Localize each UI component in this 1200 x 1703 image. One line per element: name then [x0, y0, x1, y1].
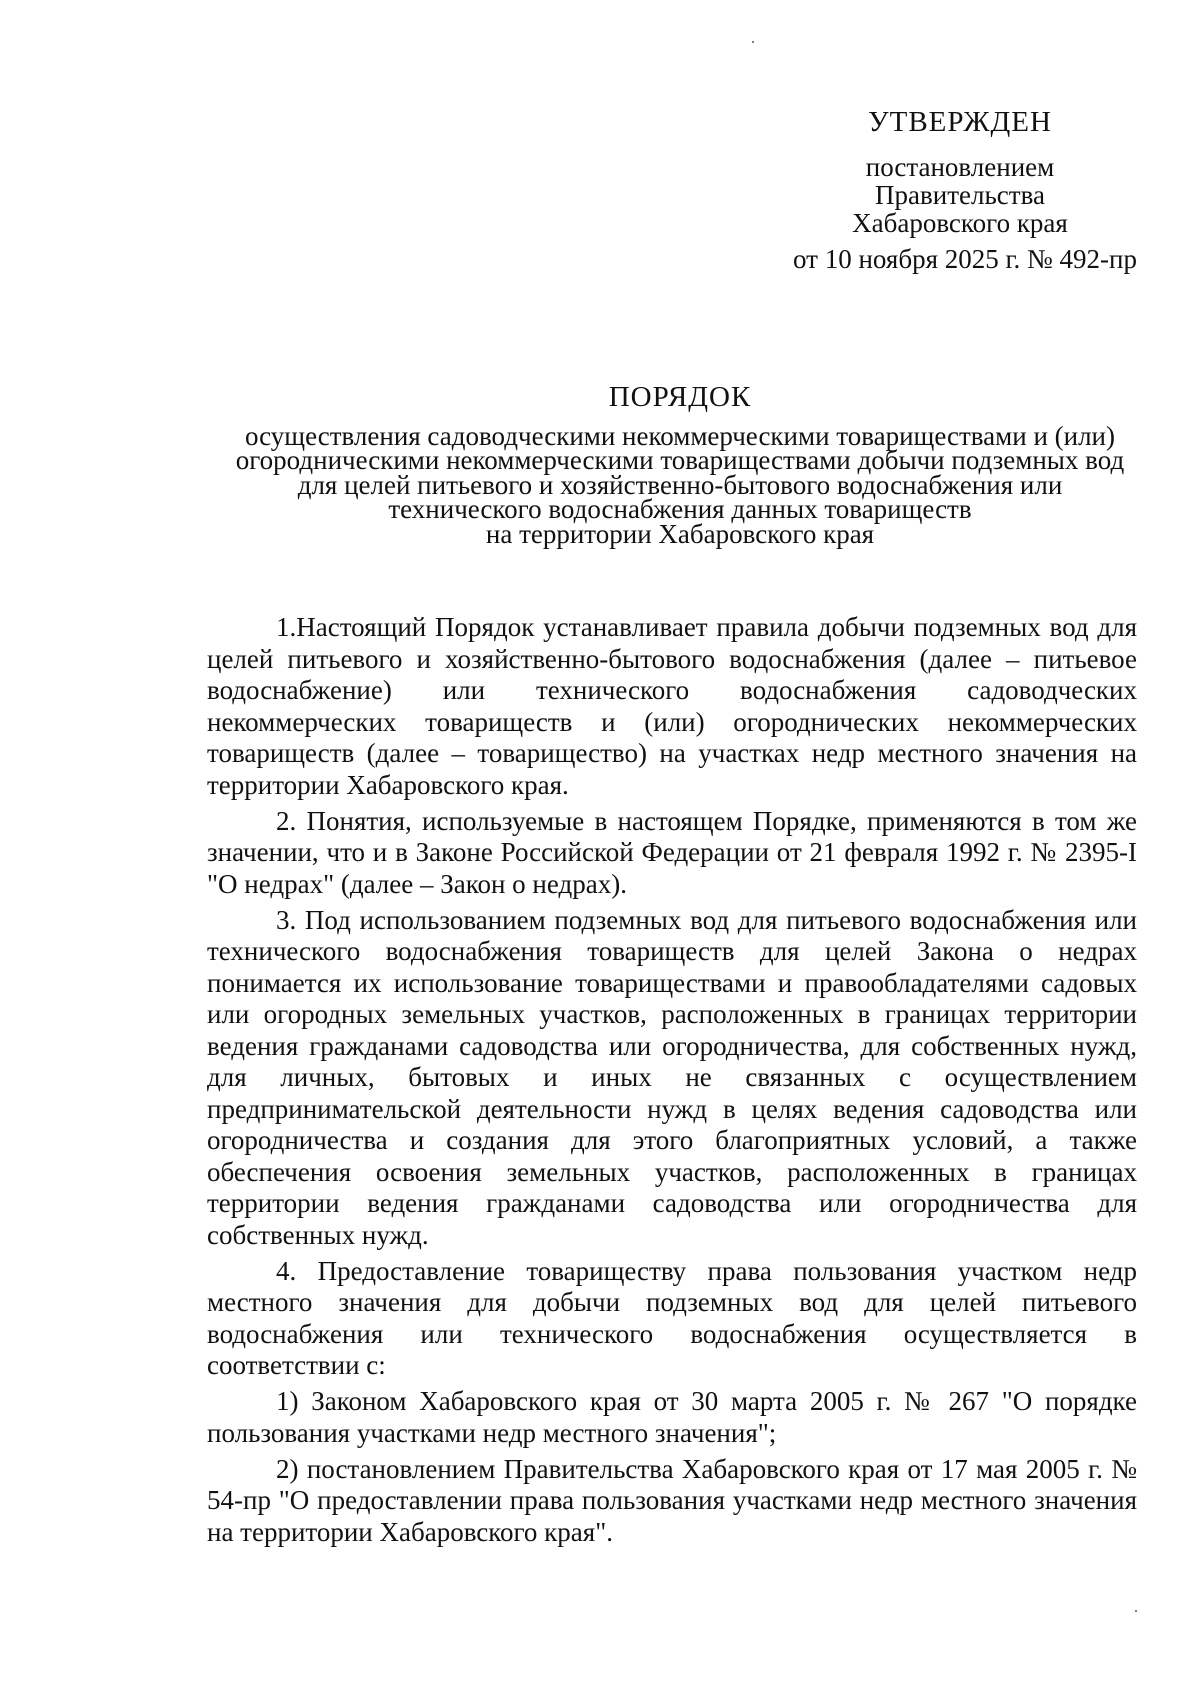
title-line: на территории Хабаровского края	[485, 518, 875, 549]
approval-line: постановлением	[865, 152, 1055, 182]
scan-speck	[1135, 1610, 1137, 1612]
approval-line: Хабаровского края	[852, 208, 1068, 238]
title-line: огородническими некоммерческими товариществами добычи подземных вод	[235, 445, 1125, 475]
paragraph-3: 3. Под использованием подземных вод для питьевого водоснабжения или технического водоснабжения товариществ для целей Закона о недрах понимается их использование товариществами и правообладателями садовых или огородных земельных участков, расположенных в границах территории ведения гражданами садоводства или огородничества, для собственных нужд, для личных, бытовых и иных не связанных с осуществлением предпринимательской деятельности нужд в целях ведения садоводства или огородничества и создания для этого благоприятных условий, а также обеспечения освоения земельных участков, расположенных в границах территории ведения гражданами садоводства или огородничества для собственных нужд.	[207, 904, 1137, 1250]
title-line: технического водоснабжения данных товариществ	[388, 494, 972, 524]
list-item-2: 2) постановлением Правительства Хабаровского края от 17 мая 2005 г. № 54-пр "О предоставлении права пользования участками недр местного значения на территории Хабаровского края".	[207, 1453, 1137, 1547]
document-title-block	[180, 381, 1180, 549]
approval-stamp-block	[760, 108, 1160, 273]
document-body	[207, 612, 1137, 1553]
document-title: ПОРЯДОК	[608, 381, 752, 413]
approval-dateline: от 10 ноября 2025 г. № 492-пр	[793, 244, 1137, 274]
approval-line: Правительства	[875, 180, 1045, 210]
list-item-1: 1) Законом Хабаровского края от 30 марта 2005 г. № 267 "О порядке пользования участками недр местного значения";	[207, 1386, 1137, 1448]
paragraph-2: 2. Понятия, используемые в настоящем Порядке, применяются в том же значении, что и в Законе Российской Федерации от 21 февраля 1992 г. № 2395-I "О недрах" (далее – Закон о недрах).	[207, 805, 1137, 899]
title-line: осуществления садоводческими некоммерческими товариществами и (или)	[244, 420, 1115, 451]
approval-heading: УТВЕРЖДЕН	[868, 106, 1052, 138]
title-line: для целей питьевого и хозяйственно-бытового водоснабжения или	[297, 469, 1063, 500]
paragraph-4: 4. Предоставление товариществу права пользования участком недр местного значения для добычи подземных вод для целей питьевого водоснабжения или технического водоснабжения осуществляется в соответствии с:	[207, 1255, 1137, 1380]
paragraph-1: 1.Настоящий Порядок устанавливает правила добычи подземных вод для целей питьевого и хозяйственно-бытового водоснабжения (далее – питьевое водоснабжение) или технического водоснабжения садоводческих некоммерческих товариществ и (или) огороднических некоммерческих товариществ (далее – товарищество) на участках недр местного значения на территории Хабаровского края.	[207, 612, 1137, 800]
scan-speck	[752, 41, 754, 43]
